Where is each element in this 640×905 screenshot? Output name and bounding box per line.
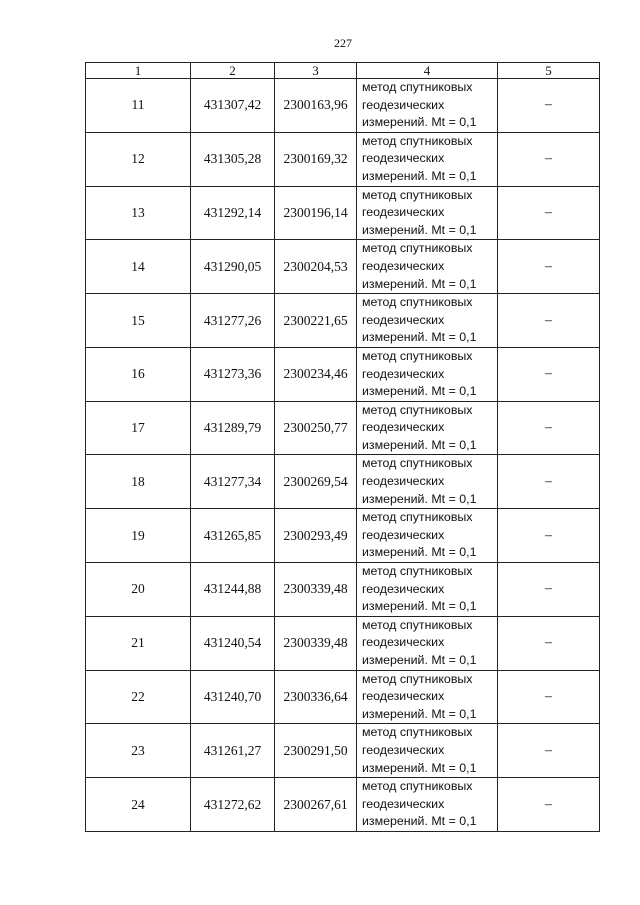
note-cell: – — [498, 79, 600, 133]
table-row — [86, 240, 600, 294]
method-cell: метод спутниковых геодезических измерений. Mt = 0,1 — [357, 240, 498, 294]
x-coordinate-cell: 431240,70 — [191, 670, 275, 724]
table-row — [86, 670, 600, 724]
note-cell: – — [498, 240, 600, 294]
note-cell: – — [498, 616, 600, 670]
x-coordinate-cell: 431277,26 — [191, 294, 275, 348]
point-number-cell: 24 — [86, 778, 191, 832]
coordinates-table — [85, 62, 600, 832]
point-number-cell: 15 — [86, 294, 191, 348]
method-cell: метод спутниковых геодезических измерений. Mt = 0,1 — [357, 724, 498, 778]
method-cell: метод спутниковых геодезических измерений. Mt = 0,1 — [357, 294, 498, 348]
y-coordinate-cell: 2300163,96 — [275, 79, 357, 133]
x-coordinate-cell: 431305,28 — [191, 132, 275, 186]
column-header: 1 — [86, 63, 191, 79]
table-row — [86, 455, 600, 509]
note-cell: – — [498, 778, 600, 832]
note-cell: – — [498, 563, 600, 617]
x-coordinate-cell: 431277,34 — [191, 455, 275, 509]
point-number-cell: 12 — [86, 132, 191, 186]
table-row — [86, 778, 600, 832]
method-cell: метод спутниковых геодезических измерений. Mt = 0,1 — [357, 132, 498, 186]
column-header: 4 — [357, 63, 498, 79]
note-cell: – — [498, 347, 600, 401]
point-number-cell: 22 — [86, 670, 191, 724]
table-row — [86, 347, 600, 401]
note-cell: – — [498, 186, 600, 240]
note-cell: – — [498, 294, 600, 348]
column-header: 5 — [498, 63, 600, 79]
point-number-cell: 19 — [86, 509, 191, 563]
y-coordinate-cell: 2300336,64 — [275, 670, 357, 724]
table-header-row — [86, 63, 600, 79]
point-number-cell: 13 — [86, 186, 191, 240]
page-number: 227 — [334, 36, 352, 50]
y-coordinate-cell: 2300204,53 — [275, 240, 357, 294]
note-cell: – — [498, 455, 600, 509]
y-coordinate-cell: 2300196,14 — [275, 186, 357, 240]
table-row — [86, 132, 600, 186]
x-coordinate-cell: 431289,79 — [191, 401, 275, 455]
method-cell: метод спутниковых геодезических измерений. Mt = 0,1 — [357, 401, 498, 455]
table-row — [86, 509, 600, 563]
point-number-cell: 18 — [86, 455, 191, 509]
y-coordinate-cell: 2300250,77 — [275, 401, 357, 455]
y-coordinate-cell: 2300269,54 — [275, 455, 357, 509]
table-row — [86, 294, 600, 348]
x-coordinate-cell: 431273,36 — [191, 347, 275, 401]
method-cell: метод спутниковых геодезических измерений. Mt = 0,1 — [357, 563, 498, 617]
table-row — [86, 79, 600, 133]
x-coordinate-cell: 431292,14 — [191, 186, 275, 240]
table-row — [86, 186, 600, 240]
method-cell: метод спутниковых геодезических измерений. Mt = 0,1 — [357, 455, 498, 509]
y-coordinate-cell: 2300339,48 — [275, 616, 357, 670]
method-cell: метод спутниковых геодезических измерений. Mt = 0,1 — [357, 79, 498, 133]
point-number-cell: 17 — [86, 401, 191, 455]
x-coordinate-cell: 431240,54 — [191, 616, 275, 670]
note-cell: – — [498, 401, 600, 455]
method-cell: метод спутниковых геодезических измерений. Mt = 0,1 — [357, 509, 498, 563]
y-coordinate-cell: 2300291,50 — [275, 724, 357, 778]
method-cell: метод спутниковых геодезических измерений. Mt = 0,1 — [357, 347, 498, 401]
note-cell: – — [498, 670, 600, 724]
column-header: 2 — [191, 63, 275, 79]
point-number-cell: 21 — [86, 616, 191, 670]
point-number-cell: 11 — [86, 79, 191, 133]
y-coordinate-cell: 2300267,61 — [275, 778, 357, 832]
table-row — [86, 724, 600, 778]
point-number-cell: 20 — [86, 563, 191, 617]
table-row — [86, 616, 600, 670]
method-cell: метод спутниковых геодезических измерений. Mt = 0,1 — [357, 186, 498, 240]
point-number-cell: 23 — [86, 724, 191, 778]
point-number-cell: 16 — [86, 347, 191, 401]
table-row — [86, 563, 600, 617]
y-coordinate-cell: 2300169,32 — [275, 132, 357, 186]
x-coordinate-cell: 431307,42 — [191, 79, 275, 133]
y-coordinate-cell: 2300339,48 — [275, 563, 357, 617]
x-coordinate-cell: 431244,88 — [191, 563, 275, 617]
x-coordinate-cell: 431272,62 — [191, 778, 275, 832]
y-coordinate-cell: 2300293,49 — [275, 509, 357, 563]
note-cell: – — [498, 132, 600, 186]
method-cell: метод спутниковых геодезических измерений. Mt = 0,1 — [357, 778, 498, 832]
method-cell: метод спутниковых геодезических измерений. Mt = 0,1 — [357, 670, 498, 724]
x-coordinate-cell: 431290,05 — [191, 240, 275, 294]
table-row — [86, 401, 600, 455]
method-cell: метод спутниковых геодезических измерений. Mt = 0,1 — [357, 616, 498, 670]
x-coordinate-cell: 431265,85 — [191, 509, 275, 563]
note-cell: – — [498, 509, 600, 563]
y-coordinate-cell: 2300234,46 — [275, 347, 357, 401]
note-cell: – — [498, 724, 600, 778]
y-coordinate-cell: 2300221,65 — [275, 294, 357, 348]
point-number-cell: 14 — [86, 240, 191, 294]
x-coordinate-cell: 431261,27 — [191, 724, 275, 778]
column-header: 3 — [275, 63, 357, 79]
